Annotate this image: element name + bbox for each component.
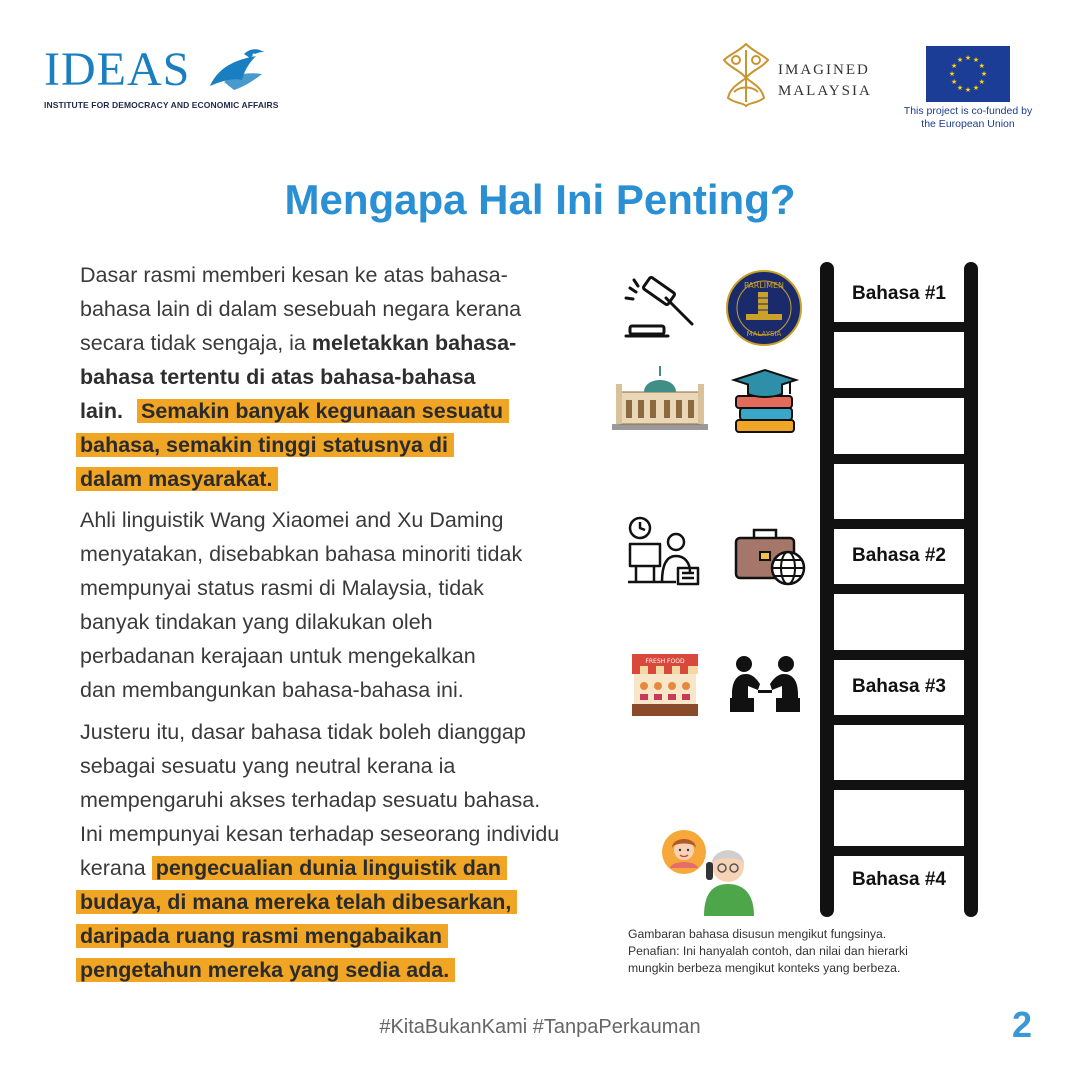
ladder-label-bahasa-3: Bahasa #3 xyxy=(851,676,946,697)
ladder-rung xyxy=(826,780,972,790)
wau-emblem-icon xyxy=(720,42,772,108)
svg-text:★: ★ xyxy=(972,56,980,65)
p1-highlight: dalam masyarakat. xyxy=(76,467,278,491)
parliament-top-text: PARLIMEN xyxy=(743,281,785,290)
p1-line xyxy=(80,428,600,462)
p3-highlight: budaya, di mana mereka telah dibesarkan, xyxy=(76,890,517,914)
footer-hashtags: #KitaBukanKami #TanpaPerkauman xyxy=(379,1016,701,1038)
p1-bold-text: lain. xyxy=(80,399,124,423)
p2-line: perbadanan kerajaan untuk mengekalkan xyxy=(80,644,476,668)
p2-line: menyatakan, disebabkan bahasa minoriti tidak xyxy=(80,542,523,566)
p3-line xyxy=(80,953,600,987)
p1-line xyxy=(80,394,600,428)
caption-line: mungkin berbeza mengikut konteks yang berbeza. xyxy=(628,961,901,975)
svg-text:★: ★ xyxy=(978,78,985,86)
ladder-diagram xyxy=(816,262,982,917)
ladder-rung xyxy=(826,322,972,332)
p1-text: secara tidak sengaja, ia xyxy=(80,331,312,355)
ladder-rung xyxy=(826,846,972,856)
svg-text:★: ★ xyxy=(948,70,956,78)
gavel-icon xyxy=(622,272,702,342)
svg-text:★: ★ xyxy=(980,70,988,78)
briefcase-globe-icon xyxy=(732,522,808,588)
books-graduation-cap-icon xyxy=(730,366,800,434)
svg-text:★: ★ xyxy=(951,78,958,86)
parliament-malaysia-icon xyxy=(726,270,802,346)
p2-line: banyak tindakan yang dilakukan oleh xyxy=(80,610,433,634)
p1-bold-text: bahasa tertentu di atas bahasa-bahasa xyxy=(80,365,476,389)
p2-line: Ahli linguistik Wang Xiaomei and Xu Daming xyxy=(80,508,504,532)
eu-caption xyxy=(888,105,1048,131)
ideas-subtitle: INSTITUTE FOR DEMOCRACY AND ECONOMIC AFFAIRS xyxy=(44,100,279,110)
eu-caption-line2: the European Union xyxy=(921,118,1015,130)
eu-caption-line1: This project is co-funded by xyxy=(903,105,1033,117)
ladder-label-bahasa-2: Bahasa #2 xyxy=(851,545,946,566)
ladder-label-bahasa-1: Bahasa #1 xyxy=(851,283,946,304)
ladder-rung xyxy=(826,388,972,398)
svg-text:★: ★ xyxy=(956,83,964,92)
ideas-logo xyxy=(44,44,284,116)
p3-highlight: pengetahun mereka yang sedia ada. xyxy=(76,958,455,982)
p3-text: kerana xyxy=(80,856,152,880)
ideas-logo-text: IDEAS xyxy=(44,43,191,96)
elderly-phone-call-icon xyxy=(660,826,756,918)
bird-icon xyxy=(204,46,268,98)
p1-line: bahasa lain di dalam sesebuah negara kerana xyxy=(80,297,522,321)
p3-highlight: pengecualian dunia linguistik dan xyxy=(152,856,507,880)
imagined-line2: MALAYSIA xyxy=(778,83,872,99)
paragraph-2 xyxy=(80,503,600,707)
p3-line: Justeru itu, dasar bahasa tidak boleh dianggap xyxy=(80,720,526,744)
paragraph-3 xyxy=(80,715,600,987)
svg-text:★: ★ xyxy=(964,54,972,62)
meeting-people-icon xyxy=(728,654,802,714)
p3-highlight: daripada ruang rasmi mengabaikan xyxy=(76,924,448,948)
p1-bold-text: meletakkan bahasa- xyxy=(311,331,517,355)
imagined-malaysia-logo xyxy=(720,42,895,114)
ladder-rung xyxy=(826,519,972,529)
caption-line: Penafian: Ini hanyalah contoh, dan nilai dan hierarki xyxy=(628,944,908,958)
p3-line: Ini mempunyai kesan terhadap seseorang individu xyxy=(80,822,560,846)
svg-text:★: ★ xyxy=(951,62,958,70)
food-stall-sign: FRESH FOOD xyxy=(645,658,685,665)
svg-text:★: ★ xyxy=(972,83,980,92)
paragraph-1 xyxy=(80,258,600,496)
p2-line: mempunyai status rasmi di Malaysia, tidak xyxy=(80,576,484,600)
imagined-malaysia-text xyxy=(778,60,872,102)
eu-flag-icon xyxy=(926,46,1010,102)
page-number: 2 xyxy=(1012,1004,1033,1045)
ladder-rung xyxy=(826,584,972,594)
svg-text:★: ★ xyxy=(956,56,964,65)
ladder-rung xyxy=(826,650,972,660)
ladder-caption xyxy=(628,926,968,977)
p1-line: Dasar rasmi memberi kesan ke atas bahasa- xyxy=(80,263,508,287)
p1-line xyxy=(80,326,600,360)
p1-line xyxy=(80,360,600,394)
p2-line: dan membangunkan bahasa-bahasa ini. xyxy=(80,678,464,702)
office-worker-icon xyxy=(626,516,702,588)
mosque-building-icon xyxy=(610,362,710,434)
svg-text:★: ★ xyxy=(978,62,985,70)
p3-line xyxy=(80,885,600,919)
svg-text:★: ★ xyxy=(964,86,972,94)
ladder-rung xyxy=(826,715,972,725)
p1-line xyxy=(80,462,600,496)
p3-line xyxy=(80,919,600,953)
ladder-label-bahasa-4: Bahasa #4 xyxy=(851,869,946,890)
p3-line xyxy=(80,851,600,885)
food-stall-icon xyxy=(630,652,700,718)
imagined-line1: IMAGINED xyxy=(778,62,870,78)
page-title: Mengapa Hal Ini Penting? xyxy=(284,176,796,223)
caption-line: Gambaran bahasa disusun mengikut fungsinya. xyxy=(628,927,887,941)
ladder-rung xyxy=(826,454,972,464)
parliament-bottom-text: MALAYSIA xyxy=(746,330,782,338)
p1-highlight: bahasa, semakin tinggi statusnya di xyxy=(76,433,454,457)
p1-highlight: Semakin banyak kegunaan sesuatu xyxy=(137,399,509,423)
p3-line: mempengaruhi akses terhadap sesuatu bahasa. xyxy=(80,788,541,812)
p3-line: sebagai sesuatu yang neutral kerana ia xyxy=(80,754,456,778)
